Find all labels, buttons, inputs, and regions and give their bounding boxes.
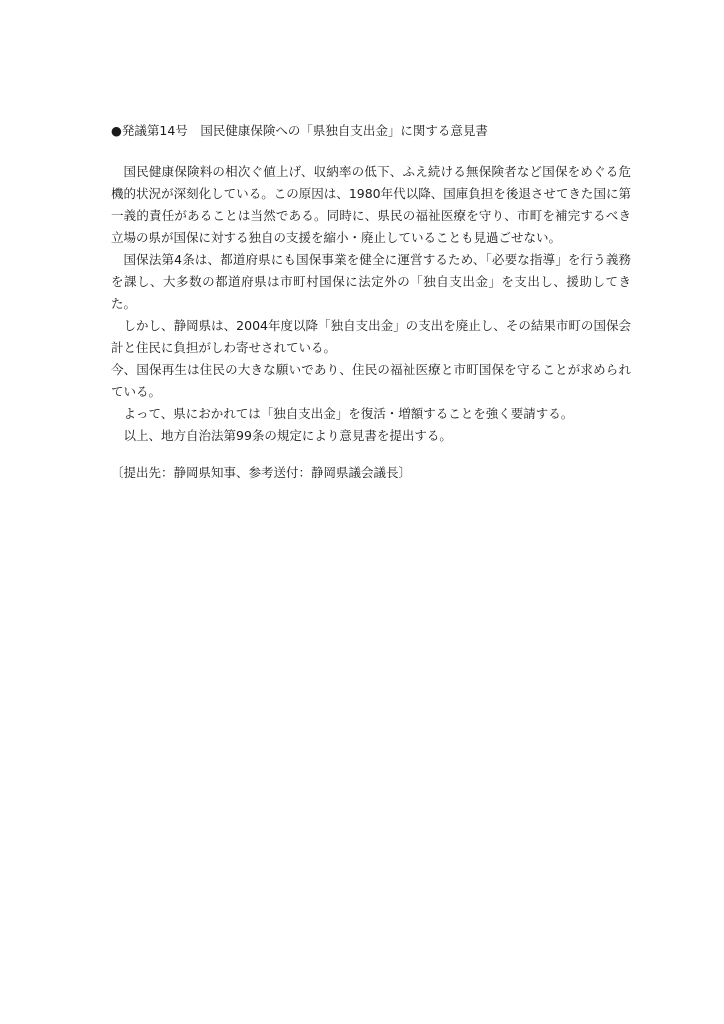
document-body (111, 161, 631, 447)
document-page (111, 121, 631, 483)
paragraph-request: よって、県におかれては「独自支出金」を復活・増額することを強く要請する。 (123, 406, 574, 421)
paragraph-submission: 以上、地方自治法第99条の規定により意見書を提出する。 (123, 428, 452, 443)
submission-address: 〔提出先：静岡県知事、参考送付：静岡県議会議長〕 (111, 465, 412, 480)
paragraph-resident-wish: 今、国保再生は住民の大きな願いであり、住民の福祉医療と市町国保を守ることが求められている。 (111, 362, 631, 399)
paragraph-shizuoka-abolition: しかし、静岡県は、2004年度以降「独自支出金」の支出を廃止し、その結果市町の国保会計と住民に負担がしわ寄せされている。 (111, 318, 631, 355)
document-title: ●発議第14号 国民健康保険への「県独自支出金」に関する意見書 (111, 123, 488, 138)
paragraph-background: 国民健康保険料の相次ぐ値上げ、収納率の低下、ふえ続ける無保険者など国保をめぐる危機的状況が深刻化している。この原因は、1980年代以降、国庫負担を後退させてきた国に第一義的責任があることは当然である。同時に、県民の福祉医療を守り、市町を補完するべき立場の県が国保に対する独自の支援を縮小・廃止していることも見過ごせない。 (111, 164, 631, 245)
paragraph-law-article: 国保法第4条は、都道府県にも国保事業を健全に運営するため、「必要な指導」を行う義務を課し、大多数の都道府県は市町村国保に法定外の「独自支出金」を支出し、援助してきた。 (111, 252, 631, 311)
